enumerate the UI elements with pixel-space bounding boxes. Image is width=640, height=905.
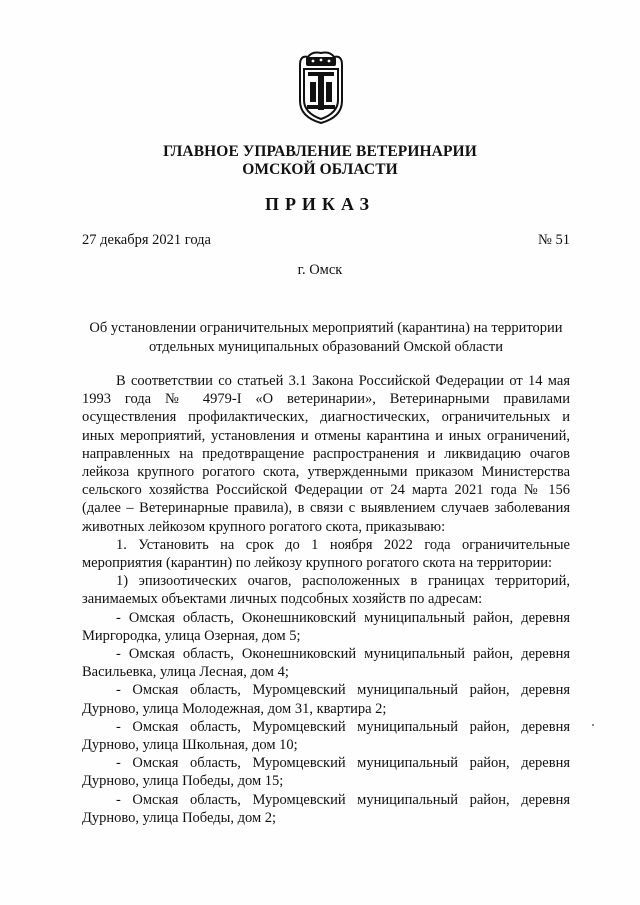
document-city: г. Омск (297, 262, 343, 278)
address-item: - Омская область, Муромцевский муниципальный район, деревня Дурново, улица Молодежная, дом 31, квартира 2; (82, 682, 570, 717)
coat-of-arms-emblem (294, 49, 348, 125)
subject-line2: отдельных муниципальных образований Омской области (149, 339, 503, 355)
address-item: - Омская область, Муромцевский муниципальный район, деревня Дурново, улица Победы, дом 15; (82, 755, 570, 790)
address-item: - Омская область, Муромцевский муниципальный район, деревня Дурново, улица Победы, дом 2; (82, 791, 570, 826)
address-item: - Омская область, Оконешниковский муниципальный район, деревня Васильевка, улица Лесная, дом 4; (82, 646, 570, 681)
preamble-paragraph: В соответствии со статьей 3.1 Закона Российской Федерации от 14 мая 1993 года № 4979-I «О ветеринарии», Ветеринарными правилами осуществления профилактических, диагностических, ограничительных и иных мероприятий, установления и отмены карантина и иных ограничений, направленных на предотвращение распространения и ликвидацию очагов лейкоза крупного рогатого скота, утвержденными приказом Министерства сельского хозяйства Российской Федерации от 24 марта 2021 года № 156 (далее – Ветеринарные правила), в связи с выявлением случаев заболевания животных лейкозом крупного рогатого скота, приказываю: (82, 373, 570, 535)
document-number: № 51 (538, 232, 570, 248)
address-item: - Омская область, Муромцевский муниципальный район, деревня Дурново, улица Школьная, дом 10; (82, 718, 570, 754)
organization-name-line2: ОМСКОЙ ОБЛАСТИ (242, 161, 398, 178)
organization-name-line1: ГЛАВНОЕ УПРАВЛЕНИЕ ВЕТЕРИНАРИИ (163, 143, 477, 160)
subpoint-1-paragraph: 1) эпизоотических очагов, расположенных в границах территорий, занимаемых объектами личных подсобных хозяйств по адресам: (82, 573, 570, 608)
address-item: - Омская область, Оконешниковский муниципальный район, деревня Миргородка, улица Озерная, дом 5; (82, 609, 570, 644)
scan-speck (592, 724, 594, 726)
document-body (82, 372, 570, 827)
document-type-title: ПРИКАЗ (264, 194, 376, 214)
document-date: 27 декабря 2021 года (82, 232, 211, 248)
subject-line1: Об установлении ограничительных мероприятий (карантина) на территории (89, 320, 563, 336)
point-1-paragraph: 1. Установить на срок до 1 ноября 2022 года ограничительные мероприятия (карантин) по лейкозу крупного рогатого скота на территории: (82, 536, 570, 572)
document-subject (82, 319, 570, 357)
